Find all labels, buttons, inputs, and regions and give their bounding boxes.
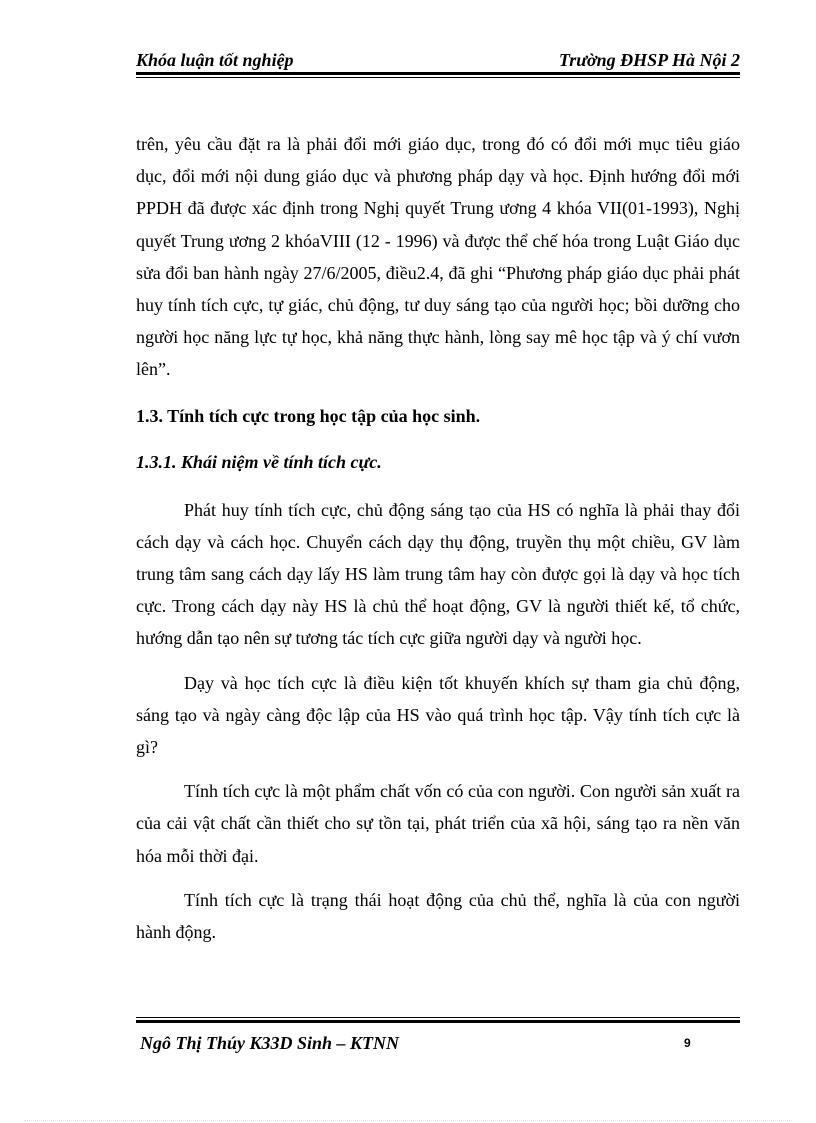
page-edge-divider: [24, 1120, 792, 1121]
page-number: 9: [684, 1036, 691, 1050]
body-paragraph: Dạy và học tích cực là điều kiện tốt khuyến khích sự tham gia chủ động, sáng tạo và ngày càng độc lập của HS vào quá trình học tập. Vậy tính tích cực là gì?: [136, 672, 740, 758]
page-header: [136, 48, 740, 72]
header-rule-thin: [136, 77, 740, 78]
intro-paragraph: trên, yêu cầu đặt ra là phải đổi mới giáo dục, trong đó có đổi mới mục tiêu giáo dục, đổi mới nội dung giáo dục và phương pháp dạy và học. Định hướng đổi mới PPDH đã được xác định trong Nghị quyết Trung ương 4 khóa VII(01-1993), Nghị quyết Trung ương 2 khóaVIII (12 - 1996) và được thể chế hóa trong Luật Giáo dục sửa đổi ban hành ngày 27/6/2005, điều2.4, đã ghi “Phương pháp giáo dục phải phát huy tính tích cực, tự giác, chủ động, tư duy sáng tạo của người học; bồi dưỡng cho người học năng lực tự học, khả năng thực hành, lòng say mê học tập và ý chí vươn lên”.: [136, 134, 740, 380]
footer-rule-thick: [136, 1020, 740, 1023]
header-rule-thick: [136, 72, 740, 75]
body-paragraph: Tính tích cực là trạng thái hoạt động của chủ thể, nghĩa là của con người hành động.: [136, 889, 740, 943]
body-paragraph: Phát huy tính tích cực, chủ động sáng tạo của HS có nghĩa là phải thay đổi cách dạy và cách học. Chuyển cách dạy thụ động, truyền thụ một chiều, GV làm trung tâm sang cách dạy lấy HS làm trung tâm hay còn được gọi là dạy và học tích cực. Trong cách dạy này HS là chủ thể hoạt động, GV là người thiết kế, tổ chức, hướng dẫn tạo nên sự tương tác tích cực giữa người dạy và người học.: [136, 499, 740, 649]
header-thesis-title: Khóa luận tốt nghiệp: [136, 50, 294, 70]
header-university: Trường ĐHSP Hà Nội 2: [558, 50, 740, 70]
subsection-heading: 1.3.1. Khái niệm về tính tích cực.: [136, 451, 382, 472]
body-paragraph: Tính tích cực là một phẩm chất vốn có của con người. Con người sản xuất ra của cải vật chất cần thiết cho sự tồn tại, phát triển của xã hội, sáng tạo ra nền văn hóa mỗi thời đại.: [136, 781, 740, 866]
page-body: [136, 128, 740, 960]
footer-author: Ngô Thị Thúy K33D Sinh – KTNN: [140, 1033, 400, 1053]
footer-rule-thin: [136, 1017, 740, 1018]
section-heading: 1.3. Tính tích cực trong học tập của học sinh.: [136, 405, 481, 426]
